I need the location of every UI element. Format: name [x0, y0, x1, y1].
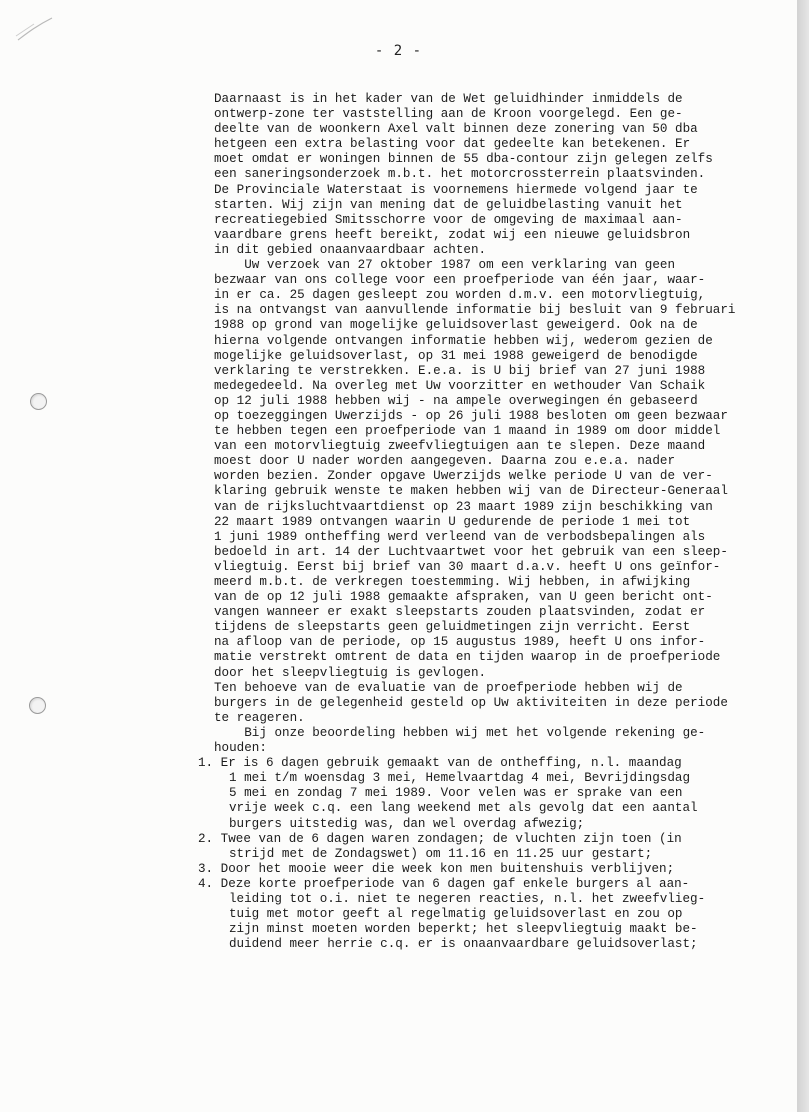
text-line: mogelijke geluidsoverlast, op 31 mei 1988 geweigerd de benodigde	[214, 348, 698, 363]
text-line: starten. Wij zijn van mening dat de geluidbelasting vanuit het	[214, 197, 683, 212]
text-line: van de op 12 juli 1988 gemaakte afspraken, van U geen bericht ont-	[214, 590, 713, 605]
scanner-background	[797, 0, 809, 1112]
text-line: De Provinciale Waterstaat is voornemens hiermede volgend jaar te	[214, 182, 698, 197]
text-line: Daarnaast is in het kader van de Wet geluidhinder inmiddels de	[214, 92, 683, 106]
text-line: zijn minst moeten worden beperkt; het sleepvliegtuig maakt be-	[229, 922, 698, 937]
punch-hole	[30, 393, 47, 410]
text-line: meerd m.b.t. de verkregen toestemming. Wij hebben, in afwijking	[214, 575, 691, 589]
text-line: van de rijksluchtvaartdienst op 23 maart 1989 zijn beschikking van	[214, 499, 713, 514]
text-line: 1988 op grond van mogelijke geluidsoverlast geweigerd. Ook na de	[214, 318, 698, 333]
list-item	[198, 756, 774, 831]
text-line: een saneringsonderzoek m.b.t. het motorcrossterrein plaatsvinden.	[214, 167, 706, 182]
text-line: 2. Twee van de 6 dagen waren zondagen; de vluchten zijn toen (in	[198, 831, 682, 846]
text-line: verklaring te verstrekken. E.e.a. is U bij brief van 27 juni 1988	[214, 363, 706, 378]
text-line: recreatiegebied Smitsschorre voor de omgeving de maximaal aan-	[214, 212, 683, 227]
text-line: houden:	[214, 741, 267, 756]
paragraph	[214, 726, 774, 756]
text-line: 1 mei t/m woensdag 3 mei, Hemelvaartdag 4 mei, Bevrijdingsdag	[229, 771, 691, 786]
paragraph	[214, 681, 774, 726]
text-line: in dit gebied onaanvaardbaar achten.	[214, 242, 487, 257]
text-line: medegedeeld. Na overleg met Uw voorzitter en wethouder Van Schaik	[214, 378, 706, 393]
corner-pencil-mark	[14, 14, 56, 44]
text-line: is na ontvangst van aanvullende informatie bij besluit van 9 februari	[214, 303, 736, 318]
text-line: Ten behoeve van de evaluatie van de proefperiode hebben wij de	[214, 680, 683, 695]
text-line: 3. Door het mooie weer die week kon men buitenshuis verblijven;	[198, 861, 675, 876]
text-line: op 12 juli 1988 hebben wij - na ampele overwegingen én gebaseerd	[214, 393, 698, 408]
text-line: moet omdat er woningen binnen de 55 dba-contour zijn gelegen zelfs	[214, 152, 713, 167]
text-line: vaardbare grens heeft bereikt, zodat wij een nieuwe geluidsbron	[214, 227, 691, 242]
text-line: Bij onze beoordeling hebben wij met het volgende rekening ge-	[214, 725, 706, 740]
paragraph	[214, 258, 774, 681]
text-line: matie verstrekt omtrent de data en tijden waarop in de proefperiode	[214, 650, 721, 665]
text-line: leiding tot o.i. niet te negeren reacties, n.l. het zweefvlieg-	[229, 891, 706, 906]
text-line: bedoeld in art. 14 der Luchtvaartwet voor het gebruik van een sleep-	[214, 544, 728, 559]
text-line: burgers in de gelegenheid gesteld op Uw aktiviteiten in deze periode	[214, 695, 728, 710]
letter-body	[198, 92, 774, 952]
text-line: 1. Er is 6 dagen gebruik gemaakt van de ontheffing, n.l. maandag	[198, 756, 682, 771]
text-line: klaring gebruik wenste te maken hebben wij van de Directeur-Generaal	[214, 484, 728, 499]
text-line: vangen wanneer er exakt sleepstarts zouden plaatsvinden, zodat er	[214, 605, 706, 620]
text-line: deelte van de woonkern Axel valt binnen deze zonering van 50 dba	[214, 122, 698, 137]
page-number: - 2 -	[374, 43, 423, 59]
text-line: duidend meer herrie c.q. er is onaanvaardbare geluidsoverlast;	[229, 937, 698, 952]
text-line: van een motorvliegtuig zweefvliegtuigen aan te slepen. Deze maand	[214, 439, 706, 454]
text-line: door het sleepvliegtuig is gevlogen.	[214, 665, 487, 680]
text-line: op toezeggingen Uwerzijds - op 26 juli 1988 besloten om geen bezwaar	[214, 408, 728, 423]
list-item	[198, 831, 774, 862]
text-line: 5 mei en zondag 7 mei 1989. Voor velen was er sprake van een	[229, 786, 683, 801]
text-line: Uw verzoek van 27 oktober 1987 om een verklaring van geen	[214, 258, 676, 273]
numbered-list	[198, 756, 774, 952]
text-line: tuig met motor geeft al regelmatig geluidsoverlast en zou op	[229, 907, 683, 922]
text-line: in er ca. 25 dagen gesleept zou worden d.m.v. een motorvliegtuig,	[214, 288, 706, 303]
text-line: vrije week c.q. een lang weekend met als gevolg dat een aantal	[229, 801, 698, 816]
text-line: 22 maart 1989 ontvangen waarin U gedurende de periode 1 mei tot	[214, 514, 691, 529]
text-line: hierna volgende ontvangen informatie hebben wij, wederom gezien de	[214, 333, 713, 348]
text-line: tijdens de sleepstarts geen geluidmetingen zijn verricht. Eerst	[214, 620, 691, 635]
list-item	[198, 876, 774, 952]
text-line: 4. Deze korte proefperiode van 6 dagen gaf enkele burgers al aan-	[198, 876, 690, 891]
text-line: hetgeen een extra belasting voor dat gedeelte kan betekenen. Er	[214, 137, 691, 152]
text-line: te reageren.	[214, 710, 305, 725]
text-line: burgers uitstedig was, dan wel overdag afwezig;	[229, 816, 585, 831]
text-line: strijd met de Zondagswet) om 11.16 en 11.25 uur gestart;	[229, 846, 653, 861]
text-line: moest door U nader worden aangegeven. Daarna zou e.e.a. nader	[214, 454, 676, 469]
text-line: ontwerp-zone ter vaststelling aan de Kroon voorgelegd. Een ge-	[214, 107, 683, 122]
text-line: te hebben tegen een proefperiode van 1 maand in 1989 om door middel	[214, 424, 721, 439]
text-line: 1 juni 1989 ontheffing werd verleend van de verbodsbepalingen als	[214, 529, 706, 544]
list-item	[198, 861, 774, 877]
paragraph	[214, 92, 774, 258]
text-line: na afloop van de periode, op 15 augustus 1989, heeft U ons infor-	[214, 635, 706, 650]
text-line: vliegtuig. Eerst bij brief van 30 maart d.a.v. heeft U ons geïnfor-	[214, 559, 721, 574]
punch-hole	[29, 697, 46, 714]
text-line: worden bezien. Zonder opgave Uwerzijds welke periode U van de ver-	[214, 469, 713, 484]
text-line: bezwaar van ons college voor een proefperiode van één jaar, waar-	[214, 273, 706, 288]
